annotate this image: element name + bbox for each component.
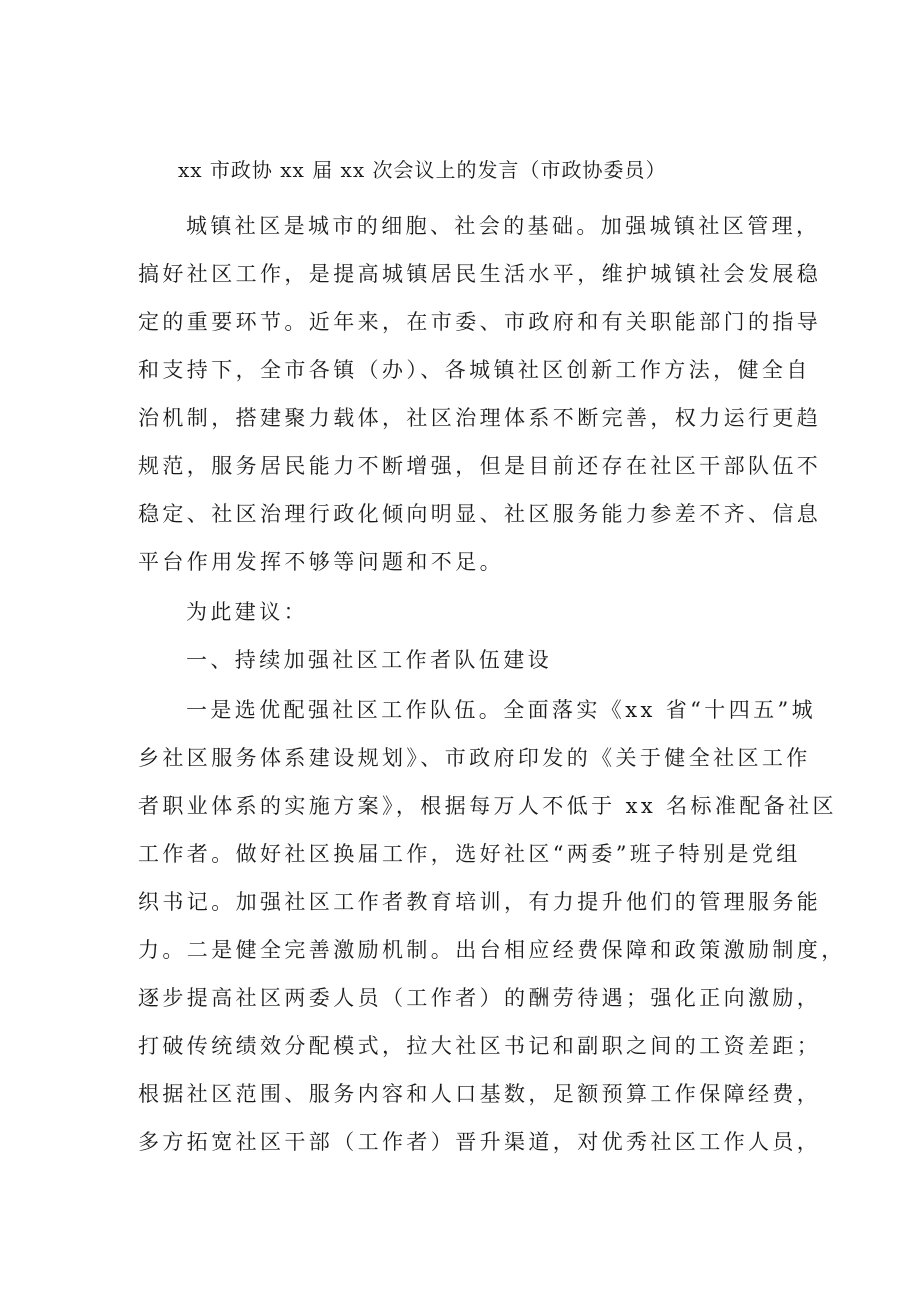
paragraph1-line: 平台作用发挥不够等问题和不足。	[138, 550, 504, 574]
paragraph3-line: 力。二是健全完善激励机制。出台相应经费保障和政策激励制度，	[138, 938, 846, 962]
paragraph3-line: 者职业体系的实施方案》，根据每万人不低于 xx 名标准配备社区	[138, 794, 837, 818]
paragraph3-line: 一是选优配强社区工作队伍。全面落实《xx 省“十四五”城	[186, 698, 817, 722]
paragraph1-line: 搞好社区工作，是提高城镇居民生活水平，维护城镇社会发展稳	[138, 262, 822, 286]
paragraph1-line: 规范，服务居民能力不断增强，但是目前还存在社区干部队伍不	[138, 454, 822, 478]
document-title: xx 市政协 xx 届 xx 次会议上的发言（市政协委员）	[178, 158, 667, 182]
paragraph3-line: 多方拓宽社区干部（工作者）晋升渠道，对优秀社区工作人员，	[138, 1130, 822, 1154]
paragraph1-line: 定的重要环节。近年来，在市委、市政府和有关职能部门的指导	[138, 310, 822, 334]
paragraph1-line: 治机制，搭建聚力载体，社区治理体系不断完善，权力运行更趋	[138, 406, 822, 430]
paragraph3-line: 打破传统绩效分配模式，拉大社区书记和副职之间的工资差距；	[138, 1034, 822, 1058]
paragraph2: 为此建议：	[186, 600, 308, 624]
paragraph1-line: 稳定、社区治理行政化倾向明显、社区服务能力参差不齐、信息	[138, 502, 822, 526]
paragraph3-line: 工作者。做好社区换届工作，选好社区“两委”班子特别是党组	[138, 842, 801, 866]
paragraph1-line: 城镇社区是城市的细胞、社会的基础。加强城镇社区管理，	[186, 214, 821, 238]
section-heading: 一、持续加强社区工作者队伍建设	[186, 648, 552, 672]
paragraph3-line: 乡社区服务体系建设规划》、市政府印发的《关于健全社区工作	[138, 746, 811, 770]
paragraph3-line: 根据社区范围、服务内容和人口基数，足额预算工作保障经费，	[138, 1082, 822, 1106]
paragraph3-line: 逐步提高社区两委人员（工作者）的酬劳待遇；强化正向激励，	[138, 986, 822, 1010]
paragraph3-line: 织书记。加强社区工作者教育培训，有力提升他们的管理服务能	[138, 890, 822, 914]
paragraph1-line: 和支持下，全市各镇（办）、各城镇社区创新工作方法，健全自	[138, 358, 811, 382]
